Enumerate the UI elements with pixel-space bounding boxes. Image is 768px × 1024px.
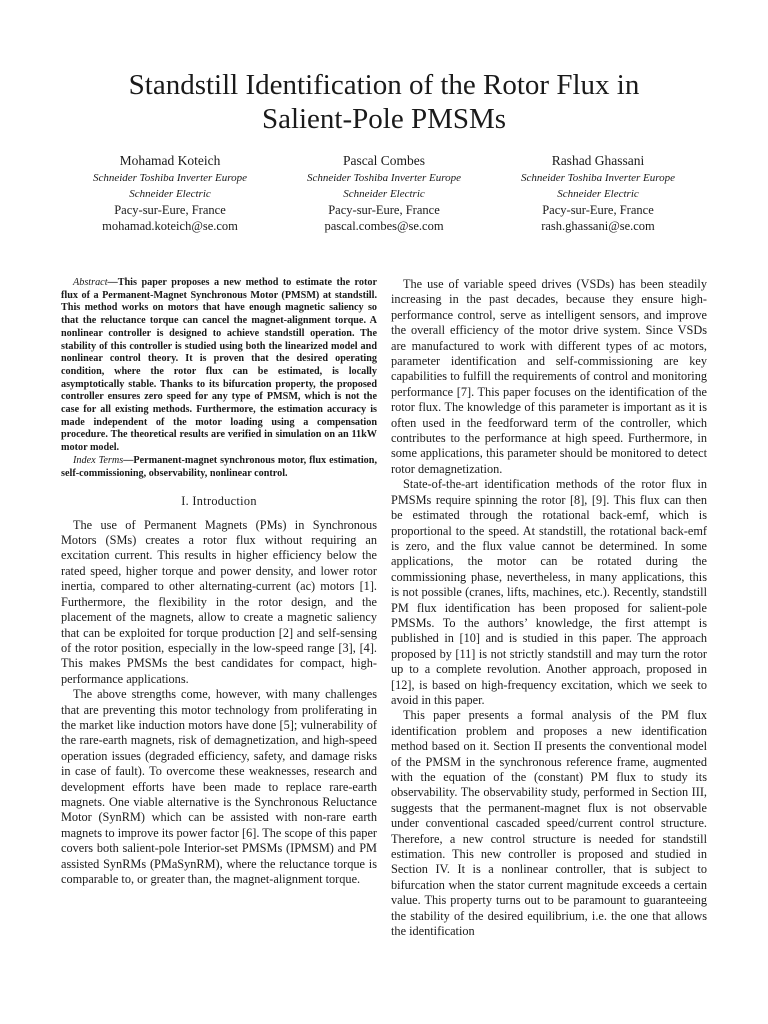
abstract (61, 277, 377, 455)
author-name: Rashad Ghassani (551, 153, 645, 168)
author-3 (498, 152, 698, 234)
paragraph: The use of Permanent Magnets (PMs) in Synchronous Motors (SMs) creates a rotor flux without requiring an excitation current. This results in higher efficiency below the rated speed, higher torque and power density, and lower rotor inertia, compared to other alternating-current (ac) motors [1]. Furthermore, the flexibility in the rotor design, and the placement of the magnets, allow to create a magnetic saliency that can be exploited for torque production [2] and self-sensing of the rotor position, especially in the low-speed range [3], [4]. This makes PMSMs the best candidates for compact, high-performance applications. (61, 517, 377, 686)
title-line-2: Salient-Pole PMSMs (261, 103, 507, 135)
paragraph: The use of variable speed drives (VSDs) has been steadily increasing in the past decades, because they ensure high-performance control, serve as intelligent sensors, and improve the overall efficiency of the motor drive system. Since VSDs are manufactured to work with different types of ac motors, parameter identification and self-commissioning are key capabilities to fulfill the requirements of control and monitoring performance [7]. This paper focuses on the identification of the rotor flux. The knowledge of this parameter is important as it is often used in the feedforward term of the controller, which contributes to the performance at high speed. Furthermore, in some applications, this parameter should be monitored to detect rotor demagnetization. (391, 277, 707, 476)
index-terms-label: Index Terms (73, 454, 124, 466)
paragraph: The above strengths come, however, with many challenges that are preventing this motor technology from proliferating in the market like induction motors have done [5]; vulnerability of the rare-earth magnets, risk of demagnetization, and high-speed operation issues (degraded efficiency, safety, and damage risks in case of fault). To overcome these weaknesses, research and development efforts have been made to replace rare-earth magnets. One viable alternative is the Synchronous Reluctance Motor (SynRM) which can be assisted with non-rare earth magnets to improve its power factor [6]. The scope of this paper covers both salient-pole Interior-set PMSMs (IPMSM) and PM assisted SynRMs (PMaSynRM), where the reluctance torque is comparable to, or greater than, the magnet-alignment torque. (61, 687, 377, 886)
author-block (70, 152, 698, 234)
abstract-text: —This paper proposes a new method to estimate the rotor flux of a Permanent-Magnet Synchronous Motor (PMSM) at standstill. This method works on motors that have enough magnetic saliency so that the reluctance torque can cancel the magnet-alignment torque. A nonlinear controller is designed to achieve standstill operation. The stability of this controller is studied using both the linearized model and nonlinear control theory. It is proven that the desired operating condition, where the rotor flux can be estimated, is locally asymptotically stable. Thanks to its bifurcation property, the proposed controller ensures zero speed for any type of PMSM, which is not the case for all existing methods. Furthermore, the estimation accuracy is made independent of the motor loading using a compensation procedure. The theoretical results are verified in simulation on an 11kW motor model. (61, 277, 377, 454)
author-name: Pascal Combes (342, 153, 426, 168)
author-affiliation: Schneider Toshiba Inverter Europe (306, 172, 462, 184)
paragraph: This paper presents a formal analysis of the PM flux identification problem and proposes a new identification method based on it. Section II presents the conventional model of the PMSM in the synchronous reference frame, augmented with the equation of the (constant) PM flux to study its observability. The observability study, performed in Section III, suggests that the permanent-magnet flux is not observable under conventional cascaded speed/current control structure. Therefore, a new control structure is needed for standstill estimation. This new controller is proposed and studied in Section IV. It is a nonlinear controller, that is subject to bifurcation when the stator current magnitude exceeds a certain value. This property turns out to be paramount to guaranteeing the stability of the desired equilibrium, i.e. the one that allows the identification (391, 708, 707, 939)
title-line-1: Standstill Identification of the Rotor Flux in (128, 69, 640, 101)
right-column (391, 277, 707, 939)
index-terms (61, 455, 377, 480)
author-location: Pacy-sur-Eure, France (114, 203, 226, 217)
left-column (61, 277, 377, 887)
author-email: rash.ghassani@se.com (541, 219, 655, 233)
author-location: Pacy-sur-Eure, France (542, 203, 654, 217)
paragraph: State-of-the-art identification methods of the rotor flux in PMSMs require spinning the rotor [8], [9]. This flux can then be estimated through the rotational back-emf, which is proportional to the speed. At standstill, the rotational back-emf is zero, and the flux value cannot be determined. In some applications, the motor can be rotated during the commissioning phase, nevertheless, in many applications, this is not possible (cranes, lifts, machines, etc.). Recently, standstill PM flux identification has been proposed for salient-pole PMSMs. To the authors’ knowledge, the first attempt is published in [10] and is studied in this paper. The approach proposed by [11] is not strictly standstill and may turn the rotor up to a complete revolution. Another approach, proposed in [12], is based on high-frequency excitation, which we seek to avoid in this paper. (391, 477, 707, 707)
paper-title (40, 68, 728, 136)
author-2 (284, 152, 484, 234)
abstract-label: Abstract (73, 277, 108, 288)
index-terms-text: —Permanent-magnet synchronous motor, flux estimation, self-commissioning, observability, nonlinear control. (61, 454, 377, 479)
author-affiliation: Schneider Electric (557, 188, 639, 200)
author-affiliation: Schneider Electric (343, 188, 425, 200)
author-1 (70, 152, 270, 234)
author-affiliation: Schneider Toshiba Inverter Europe (92, 172, 248, 184)
section-heading: I. Introduction (181, 494, 257, 509)
author-location: Pacy-sur-Eure, France (328, 203, 440, 217)
author-email: pascal.combes@se.com (324, 219, 444, 233)
author-name: Mohamad Koteich (119, 153, 221, 168)
author-email: mohamad.koteich@se.com (102, 219, 238, 233)
author-affiliation: Schneider Electric (129, 188, 211, 200)
author-affiliation: Schneider Toshiba Inverter Europe (520, 172, 676, 184)
